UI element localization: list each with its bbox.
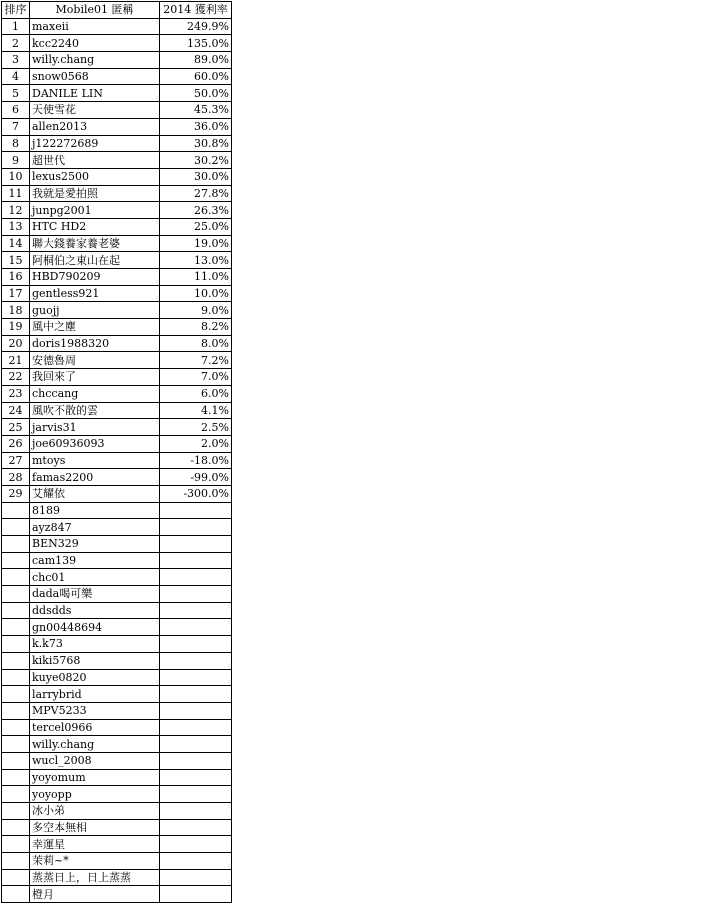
profit-rate-cell: 19.0% [160,235,232,252]
table-row [2,252,232,269]
table-row [2,319,232,336]
profit-rate-cell [160,752,232,769]
profit-rate-cell: -300.0% [160,485,232,502]
nickname-cell: ayz847 [30,519,160,536]
nickname-cell: jarvis31 [30,419,160,436]
table-row [2,819,232,836]
table-row [2,786,232,803]
profit-rate-cell: 25.0% [160,218,232,235]
table-row [2,752,232,769]
nickname-cell: maxeii [30,18,160,35]
profit-rate-cell [160,769,232,786]
table-row [2,636,232,653]
rank-cell: 14 [2,235,30,252]
rank-cell: 24 [2,402,30,419]
nickname-cell: 風吹不散的雲 [30,402,160,419]
table-row [2,185,232,202]
table-row [2,218,232,235]
nickname-cell: 超世代 [30,152,160,169]
table-row [2,52,232,69]
profit-rate-cell: 6.0% [160,385,232,402]
profit-rate-cell: 249.9% [160,18,232,35]
table-row [2,68,232,85]
profit-rate-cell: 26.3% [160,202,232,219]
profit-rate-cell: 4.1% [160,402,232,419]
table-row [2,118,232,135]
profit-rate-cell: 135.0% [160,35,232,52]
nickname-cell: mtoys [30,452,160,469]
nickname-cell: gn00448694 [30,619,160,636]
profit-rate-cell [160,669,232,686]
nickname-cell: kuye0820 [30,669,160,686]
profit-rate-cell [160,519,232,536]
table-row [2,235,232,252]
rank-cell: 29 [2,485,30,502]
nickname-cell: junpg2001 [30,202,160,219]
profit-rate-cell [160,836,232,853]
table-row [2,85,232,102]
table-row [2,552,232,569]
table-row [2,352,232,369]
nickname-cell: wucl_2008 [30,752,160,769]
table-row [2,586,232,603]
profit-rate-cell [160,803,232,820]
rank-cell: 11 [2,185,30,202]
rank-cell [2,536,30,553]
profit-rate-cell [160,719,232,736]
table-row [2,853,232,870]
nickname-cell: MPV5233 [30,702,160,719]
nickname-cell: 冰小弟 [30,803,160,820]
profit-rate-cell [160,886,232,903]
rank-cell [2,502,30,519]
rank-cell: 3 [2,52,30,69]
table-row [2,102,232,119]
profit-rate-cell [160,586,232,603]
rank-cell [2,602,30,619]
table-row [2,736,232,753]
rank-cell: 1 [2,18,30,35]
nickname-cell: yoyomum [30,769,160,786]
table-row [2,285,232,302]
profit-rate-cell: 2.0% [160,435,232,452]
rank-cell [2,736,30,753]
profit-rate-cell [160,869,232,886]
rank-cell [2,853,30,870]
rank-cell [2,519,30,536]
profit-rate-cell [160,786,232,803]
nickname-cell: kcc2240 [30,35,160,52]
rank-cell [2,669,30,686]
profit-rate-cell [160,552,232,569]
profit-rate-cell: 30.2% [160,152,232,169]
table-row [2,452,232,469]
profit-rate-cell [160,569,232,586]
profit-rate-cell: 30.0% [160,168,232,185]
profit-rate-cell: 50.0% [160,85,232,102]
rank-cell [2,686,30,703]
rank-cell: 25 [2,419,30,436]
nickname-cell: lexus2500 [30,168,160,185]
nickname-cell: willy.chang [30,52,160,69]
table-row [2,769,232,786]
profit-rate-cell [160,702,232,719]
nickname-cell: HTC HD2 [30,218,160,235]
rank-cell [2,786,30,803]
rank-cell [2,702,30,719]
rank-cell: 17 [2,285,30,302]
profit-rate-cell: 11.0% [160,269,232,286]
rank-cell: 16 [2,269,30,286]
profit-rate-cell [160,536,232,553]
nickname-cell: cam139 [30,552,160,569]
table-row [2,485,232,502]
nickname-cell: 多空本無相 [30,819,160,836]
table-row [2,302,232,319]
table-row [2,536,232,553]
table-row [2,385,232,402]
rank-cell: 22 [2,369,30,386]
rank-cell: 20 [2,335,30,352]
rank-cell [2,552,30,569]
profit-rate-cell [160,636,232,653]
table-row [2,619,232,636]
table-row [2,602,232,619]
profit-rate-cell [160,602,232,619]
nickname-cell: kiki5768 [30,652,160,669]
rank-cell [2,719,30,736]
nickname-cell: 茉莉~* [30,853,160,870]
nickname-cell: 我就是愛拍照 [30,185,160,202]
nickname-cell: 橙月 [30,886,160,903]
nickname-cell: DANILE LIN [30,85,160,102]
rank-cell: 2 [2,35,30,52]
rank-cell [2,836,30,853]
nickname-cell: gentless921 [30,285,160,302]
nickname-cell: 艾耀依 [30,485,160,502]
nickname-cell: joe60936093 [30,435,160,452]
rank-cell: 9 [2,152,30,169]
rank-cell: 10 [2,168,30,185]
nickname-cell: dada喝可樂 [30,586,160,603]
header-profit-rate: 2014 獲利率 [160,2,232,19]
nickname-cell: 阿桐伯之東山在起 [30,252,160,269]
table-row [2,719,232,736]
rank-cell: 5 [2,85,30,102]
rank-cell [2,819,30,836]
nickname-cell: allen2013 [30,118,160,135]
nickname-cell: yoyopp [30,786,160,803]
header-nickname: Mobile01 匿稱 [30,2,160,19]
rank-cell: 13 [2,218,30,235]
nickname-cell: 安德魯周 [30,352,160,369]
rank-cell [2,652,30,669]
rank-cell [2,586,30,603]
profit-rate-cell: 60.0% [160,68,232,85]
rank-cell: 23 [2,385,30,402]
header-rank: 排序 [2,2,30,19]
table-row [2,335,232,352]
profit-rate-cell: 8.0% [160,335,232,352]
rank-cell [2,636,30,653]
rank-cell: 28 [2,469,30,486]
rank-cell: 4 [2,68,30,85]
rank-cell [2,619,30,636]
rank-cell [2,803,30,820]
table-row [2,569,232,586]
table-row [2,18,232,35]
profit-rate-cell: 7.0% [160,369,232,386]
table-row [2,419,232,436]
rank-cell: 12 [2,202,30,219]
rank-cell: 26 [2,435,30,452]
nickname-cell: 天使雪花 [30,102,160,119]
profit-rate-cell [160,736,232,753]
rank-cell [2,769,30,786]
profit-rate-cell [160,502,232,519]
profit-rate-cell: 2.5% [160,419,232,436]
table-row [2,686,232,703]
table-row [2,35,232,52]
table-row [2,152,232,169]
rank-cell: 27 [2,452,30,469]
table-row [2,469,232,486]
table-row [2,836,232,853]
rank-cell [2,569,30,586]
nickname-cell: 聯大錢養家養老婆 [30,235,160,252]
nickname-cell: HBD790209 [30,269,160,286]
nickname-cell: 蒸蒸日上，日上蒸蒸 [30,869,160,886]
table-row [2,168,232,185]
rank-cell: 18 [2,302,30,319]
nickname-cell: ddsdds [30,602,160,619]
profit-rate-cell [160,652,232,669]
profit-rate-cell: 10.0% [160,285,232,302]
nickname-cell: chccang [30,385,160,402]
table-row [2,369,232,386]
table-row [2,803,232,820]
nickname-cell: famas2200 [30,469,160,486]
table-row [2,669,232,686]
rank-cell: 15 [2,252,30,269]
profit-rate-cell: 9.0% [160,302,232,319]
table-row [2,135,232,152]
table-row [2,519,232,536]
profit-rate-cell: 13.0% [160,252,232,269]
nickname-cell: guojj [30,302,160,319]
profit-rate-cell: 8.2% [160,319,232,336]
profit-rate-cell: 27.8% [160,185,232,202]
profit-rate-cell: 45.3% [160,102,232,119]
table-row [2,869,232,886]
rank-cell: 8 [2,135,30,152]
profit-rate-cell: -99.0% [160,469,232,486]
table-row [2,402,232,419]
nickname-cell: larrybrid [30,686,160,703]
nickname-cell: 8189 [30,502,160,519]
nickname-cell: 風中之塵 [30,319,160,336]
nickname-cell: chc01 [30,569,160,586]
rank-cell [2,886,30,903]
nickname-cell: BEN329 [30,536,160,553]
profit-rate-cell [160,853,232,870]
rank-cell: 21 [2,352,30,369]
nickname-cell: k.k73 [30,636,160,653]
rank-cell: 7 [2,118,30,135]
profit-rate-cell: 89.0% [160,52,232,69]
table-row [2,269,232,286]
profit-rate-cell: -18.0% [160,452,232,469]
nickname-cell: doris1988320 [30,335,160,352]
table-row [2,652,232,669]
rank-cell: 6 [2,102,30,119]
profit-rate-cell [160,686,232,703]
nickname-cell: 我回來了 [30,369,160,386]
nickname-cell: snow0568 [30,68,160,85]
table-row [2,502,232,519]
rank-cell [2,752,30,769]
nickname-cell: 幸運星 [30,836,160,853]
profit-rate-cell: 36.0% [160,118,232,135]
rank-cell: 19 [2,319,30,336]
table-row [2,435,232,452]
rank-cell [2,869,30,886]
profit-rate-cell [160,819,232,836]
nickname-cell: j122272689 [30,135,160,152]
profit-rate-cell [160,619,232,636]
table-row [2,886,232,903]
nickname-cell: tercel0966 [30,719,160,736]
profit-rate-cell: 7.2% [160,352,232,369]
table-row [2,202,232,219]
nickname-cell: willy.chang [30,736,160,753]
header-row [2,2,232,19]
table-row [2,702,232,719]
ranking-table [1,1,232,903]
profit-rate-cell: 30.8% [160,135,232,152]
